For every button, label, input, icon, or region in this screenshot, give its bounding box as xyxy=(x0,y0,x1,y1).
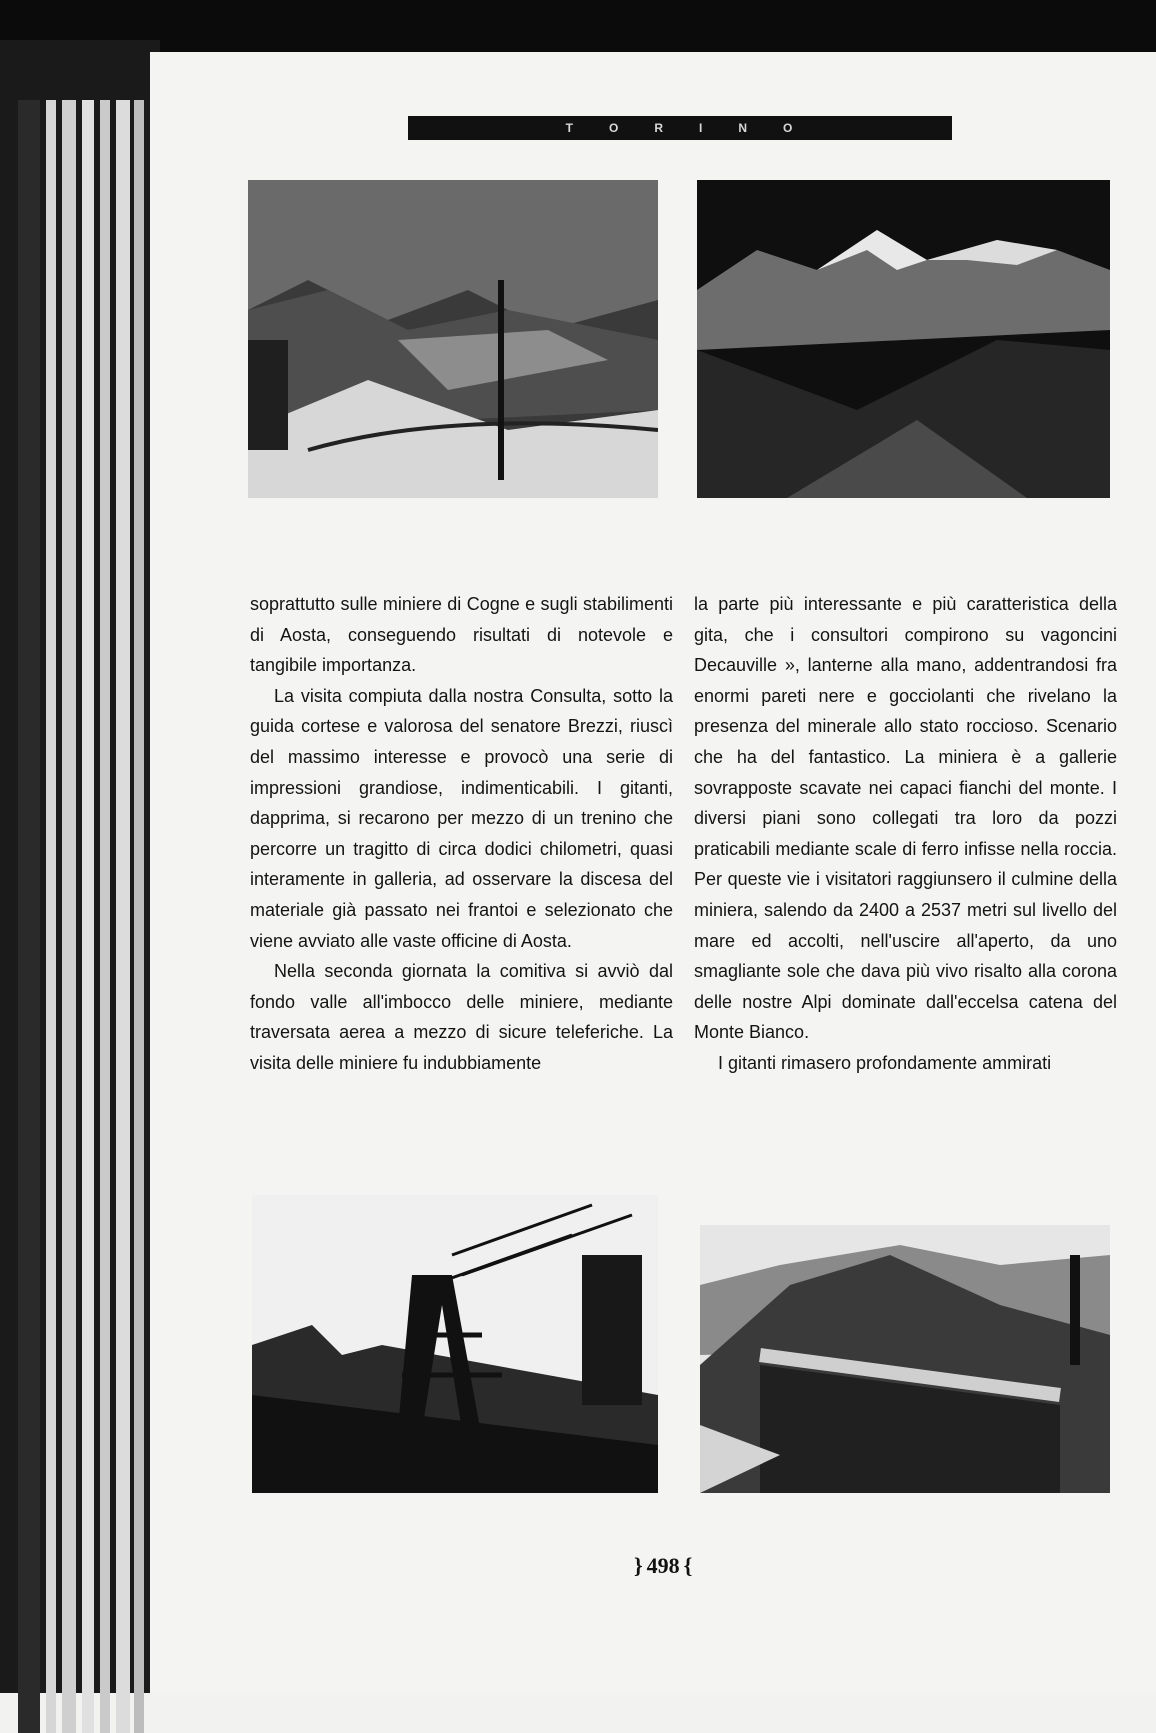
header-letter: R xyxy=(654,121,665,135)
header-letter: O xyxy=(608,121,621,135)
footer-ornament-right: { xyxy=(683,1553,693,1578)
paragraph: Nella seconda giornata la comitiva si avviò dal fondo valle all'imbocco delle miniere, mediante traversata aerea a mezzo di sicure teleferiche. La visita delle miniere fu indubbiamente xyxy=(250,961,673,1073)
paragraph: la parte più interessante e più caratteristica della gita, che i consultori compirono su vagoncini Decauville », lanterne alla mano, addentrandosi fra enormi pareti nere e gocciolanti che rivelano la presenza del minerale allo stato roccioso. Scenario che ha del fantastico. La miniera è a gallerie sovrapposte scavate nei capaci fianchi del monte. I diversi piani sono collegati tra loro da pozzi praticabili mediante scale di ferro infisse nella roccia. Per queste vie i visitatori raggiunsero il culmine della miniera, salendo da 2400 a 2537 metri sul livello del mare ed accolti, nell'uscire all'aperto, da uno smagliante sole che dava più vivo risalto alla corona delle nostre Alpi dominate dall'eccelsa catena del Monte Bianco. xyxy=(694,594,1117,1043)
photo-mine-railway xyxy=(248,180,658,498)
header-letter: I xyxy=(699,121,705,135)
paragraph: La visita compiuta dalla nostra Consulta, sotto la guida cortese e valorosa del senatore Brezzi, riuscì del massimo interesse e provocò una serie di impressioni grandiose, indimenticabili. I gitanti, dapprima, si recarono per mezzo di un trenino che percorre un tragitto di circa dodici chilometri, quasi interamente in galleria, ad osservare la discesa del materiale già passato nei frantoi e selezionato che viene avviato alle vaste officine di Aosta. xyxy=(250,685,673,951)
paragraph: soprattutto sulle miniere di Cogne e sugli stabilimenti di Aosta, conseguendo risultati di notevole e tangibile importanza. xyxy=(250,594,673,676)
photo-mine-buildings xyxy=(700,1225,1110,1493)
text-column-left xyxy=(250,589,673,1079)
page-number-footer xyxy=(634,1550,692,1582)
page-number: 498 xyxy=(646,1553,680,1578)
header-letter: O xyxy=(783,121,795,135)
header-letter: N xyxy=(738,121,750,135)
photo-snowy-peaks xyxy=(697,180,1110,498)
scan-top-edge xyxy=(1080,0,1156,40)
text-column-right xyxy=(694,589,1117,1079)
footer-ornament-left: } xyxy=(634,1553,643,1578)
photo-cable-pylon xyxy=(252,1195,658,1493)
book-spine xyxy=(0,40,160,1693)
page-header-banner xyxy=(408,116,952,140)
header-letter: T xyxy=(565,121,575,135)
scan-top-border xyxy=(0,0,1156,58)
paragraph: I gitanti rimasero profondamente ammirati xyxy=(718,1052,1052,1073)
